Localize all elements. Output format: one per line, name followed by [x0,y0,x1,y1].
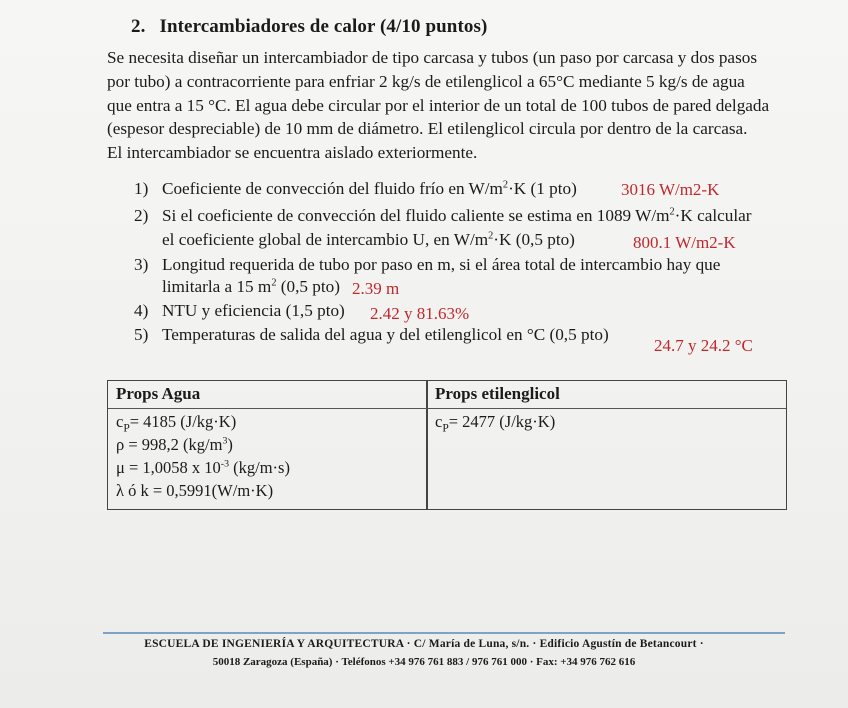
water-cp: $c_P= 4185$ (J/kg·K) [116,412,237,435]
properties-table [107,380,787,510]
section-number: 2. [131,16,146,37]
question-number: 5) [134,325,149,344]
question-number: 1) [134,179,149,198]
statement-line: que entra a 15 °C. El agua debe circular por el interior de un total de 100 tubos de pared delgada [107,95,770,115]
question-number: 4) [134,301,149,320]
question-text: Temperaturas de salida del agua y del etilenglicol en °C (0,5 pto) [162,325,609,344]
question-text: Coeficiente de convección del fluido frío en $W/m^2\cdot K$ (1 pto) [162,179,577,198]
question-number: 3) [134,255,149,274]
glycol-props-title: Props etilenglicol [435,384,560,403]
question-number: 2) [134,206,149,225]
footer-address-line-2: 50018 Zaragoza (España) · Teléfonos +34 976 761 883 / 976 761 000 · Fax: +34 976 762 616 [212,656,636,668]
question-text-line-2: limitarla a 15 $m^2$ (0,5 pto) [162,277,340,296]
water-conductivity: λ ó k = 0,5991(W/m·K) [116,481,274,500]
footer-rule [103,632,785,634]
answer-1: 3016 W/m2-K [621,180,720,199]
section-heading [131,16,487,38]
question-text-line-1: Si el coeficiente de convección del fluido caliente se estima en 1089 $W/m^2\cdot K$ calcular [162,206,752,225]
answer-4: 2.42 y 81.63% [370,304,470,323]
section-title: Intercambiadores de calor (4/10 puntos) [159,16,488,37]
answer-2: 800.1 W/m2-K [633,233,736,252]
question-text: NTU y eficiencia (1,5 pto) [162,301,345,320]
water-viscosity: μ = 1,0058 x $10^{-3}$ (kg/m·s) [116,458,290,477]
footer-address-line-1: ESCUELA DE INGENIERÍA Y ARQUITECTURA · C/ María de Luna, s/n. · Edificio Agustín de Betancourt · [144,638,704,650]
water-density: ρ = 998,2 $(kg/m^3)$ [116,435,233,454]
question-text-line-2: el coeficiente global de intercambio U, en $W/m^2\cdot K$ (0,5 pto) [162,230,575,249]
header-separator [108,408,786,409]
question-text-line-1: Longitud requerida de tubo por paso en m, si el área total de intercambio hay que [162,255,721,274]
glycol-cp: $c_P= 2477$ (J/kg·K) [435,412,556,435]
problem-statement [107,46,797,165]
statement-line: El intercambiador se encuentra aislado exteriormente. [107,143,478,163]
water-props-title: Props Agua [116,384,201,403]
column-divider [426,381,428,509]
answer-5: 24.7 y 24.2 °C [654,336,753,355]
statement-line: por tubo) a contracorriente para enfriar 2 kg/s de etilenglicol a 65°C mediante 5 kg/s de agua [107,71,745,91]
statement-line: Se necesita diseñar un intercambiador de tipo carcasa y tubos (un paso por carcasa y dos pasos [107,48,758,67]
answer-3: 2.39 m [352,279,400,298]
statement-line: (espesor despreciable) de 10 mm de diámetro. El etilenglicol circula por dentro de la carcasa. [107,119,748,139]
